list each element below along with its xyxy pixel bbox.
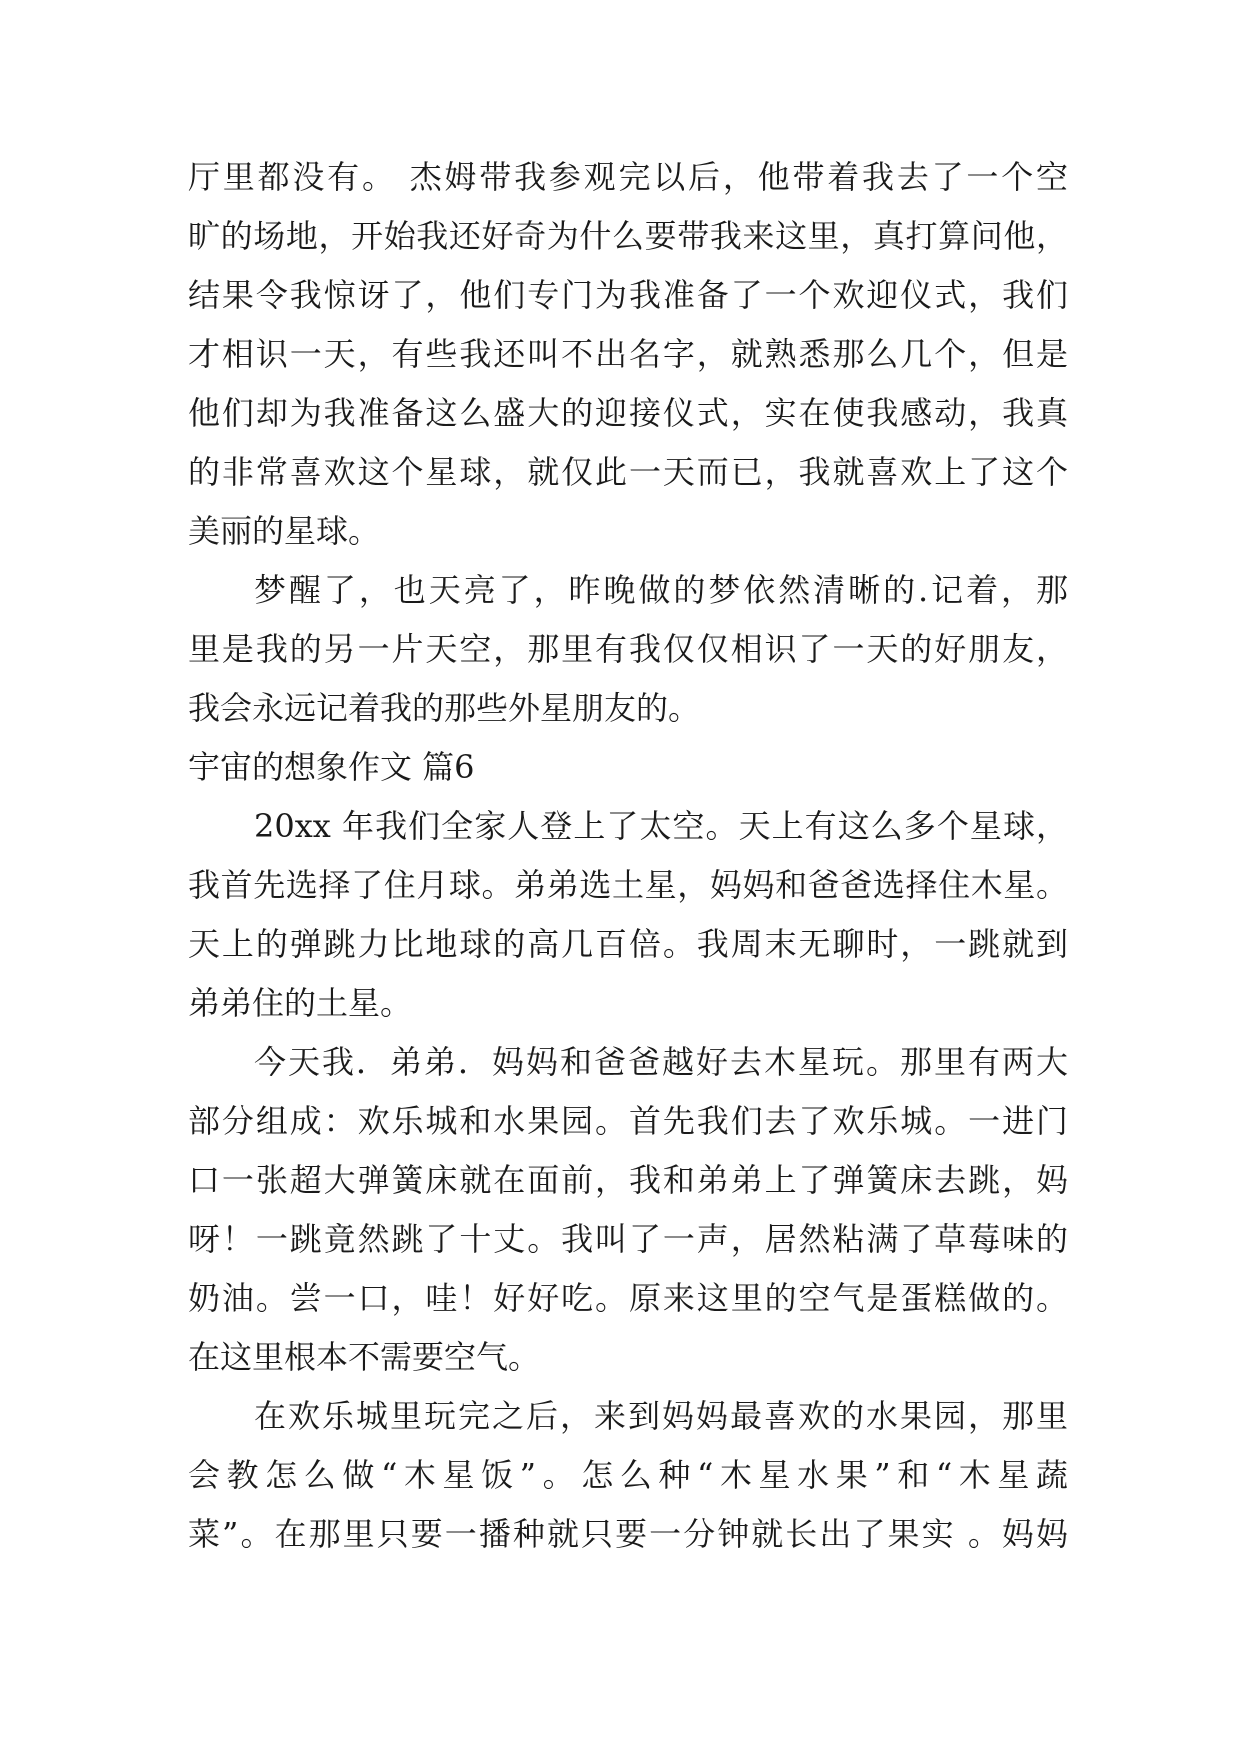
text-line: 会教怎么做“木星饭”。怎么种“木星水果”和“木星蔬 [188,1456,1068,1494]
text-line: 弟弟住的土星。 [188,984,413,1022]
text-line: 里是我的另一片天空，那里有我仅仅相识了一天的好朋友， [188,630,1068,668]
text-line: 我首先选择了住月球。弟弟选土星，妈妈和爸爸选择住木星。 [188,866,1068,904]
text-line: 美丽的星球。 [188,512,381,550]
text-line: 才相识一天，有些我还叫不出名字，就熟悉那么几个，但是 [188,335,1068,373]
text-line: 在欢乐城里玩完之后，来到妈妈最喜欢的水果园，那里 [254,1397,1068,1435]
text-line: 厅里都没有。 杰姆带我参观完以后，他带着我去了一个空 [188,158,1068,196]
text-line: 结果令我惊讶了，他们专门为我准备了一个欢迎仪式，我们 [188,276,1068,314]
text-line: 旷的场地，开始我还好奇为什么要带我来这里，真打算问他， [188,217,1068,255]
paragraph [188,148,1068,561]
text-line: 他们却为我准备这么盛大的迎接仪式，实在使我感动，我真 [188,394,1068,432]
paragraph [188,797,1068,1033]
text-line: 奶油。尝一口，哇！好好吃。原来这里的空气是蛋糕做的。 [188,1279,1068,1317]
text-line: 20xx 年我们全家人登上了太空。天上有这么多个星球， [254,807,1068,845]
paragraph [188,1387,1068,1564]
text-line: 今天我．弟弟．妈妈和爸爸越好去木星玩。那里有两大 [254,1043,1068,1081]
text-line: 梦醒了，也天亮了，昨晚做的梦依然清晰的.记着，那 [254,571,1068,609]
paragraph [188,1033,1068,1387]
text-line: 口一张超大弹簧床就在面前，我和弟弟上了弹簧床去跳，妈 [188,1161,1068,1199]
text-line: 菜”。在那里只要一播种就只要一分钟就长出了果实 。妈妈 [188,1515,1068,1553]
text-line: 部分组成：欢乐城和水果园。首先我们去了欢乐城。一进门 [188,1102,1068,1140]
paragraph [188,561,1068,738]
text-line: 天上的弹跳力比地球的高几百倍。我周末无聊时，一跳就到 [188,925,1068,963]
text-line: 的非常喜欢这个星球，就仅此一天而已，我就喜欢上了这个 [188,453,1068,491]
document-body [188,148,1068,1564]
text-line: 在这里根本不需要空气。 [188,1338,541,1376]
text-line: 我会永远记着我的那些外星朋友的。 [188,689,701,727]
section-heading: 宇宙的想象作文 篇6 [188,748,475,786]
text-line: 呀！一跳竟然跳了十丈。我叫了一声，居然粘满了草莓味的 [188,1220,1068,1258]
